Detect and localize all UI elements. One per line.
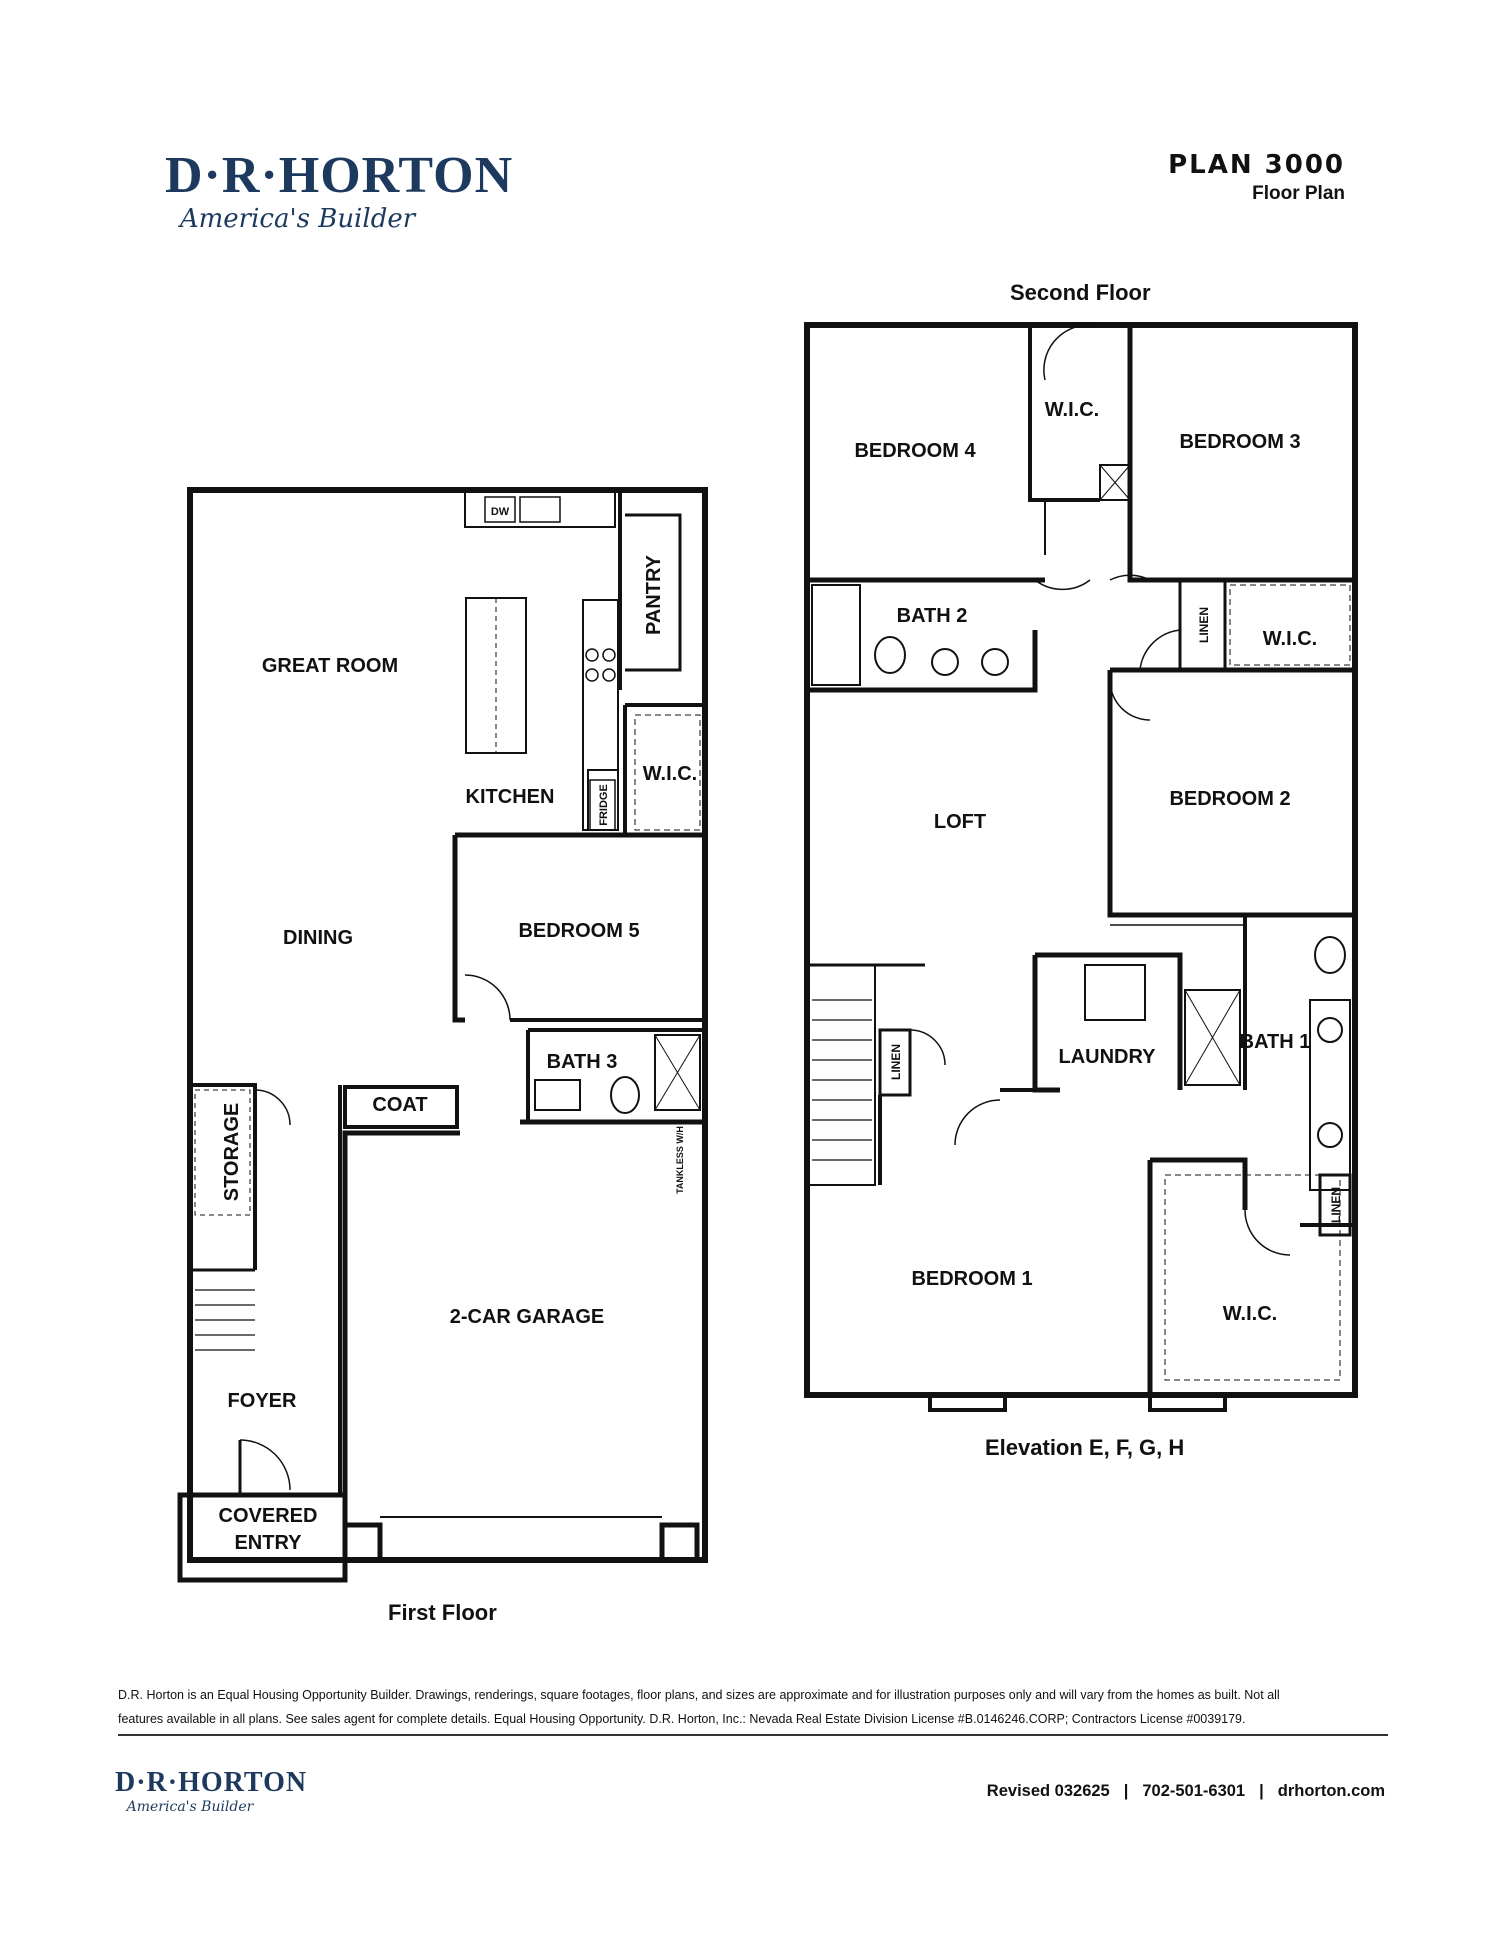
room-label-laundry: LAUNDRY <box>1058 1046 1156 1068</box>
footer-divider <box>118 1734 1388 1736</box>
brand-name: D·R·HORTON <box>165 147 514 204</box>
room-label-bath1: BATH 1 <box>1239 1031 1311 1053</box>
room-label-storage: STORAGE <box>221 1102 243 1202</box>
room-label-foyer: FOYER <box>227 1390 297 1412</box>
room-label-tankless: TANKLESS W/H <box>675 1126 685 1194</box>
footer-separator: | <box>1259 1782 1264 1800</box>
footer-brand-logo <box>115 1767 308 1816</box>
room-label-garage: 2-CAR GARAGE <box>449 1306 605 1328</box>
room-label-bedroom1: BEDROOM 1 <box>911 1268 1033 1290</box>
disclaimer-line-2: features available in all plans. See sales agent for complete details. Equal Housing Opportunity. D.R. Horton, Inc.: Nevada Real Estate Division License #B.0146246.CORP; Contractors License #0039179. <box>118 1712 1246 1726</box>
plan-title: PLAN 3000 <box>1168 150 1345 180</box>
room-label-wic-top: W.I.C. <box>1044 399 1100 421</box>
room-label-pantry: PANTRY <box>643 555 665 635</box>
room-label-bedroom5: BEDROOM 5 <box>518 920 640 942</box>
website-link[interactable]: drhorton.com <box>1277 1782 1385 1800</box>
footer-brand-name: D·R·HORTON <box>115 1767 308 1798</box>
phone-number: 702-501-6301 <box>1142 1782 1246 1800</box>
room-label-loft: LOFT <box>933 811 987 833</box>
second-floor-caption: Second Floor <box>1010 280 1151 305</box>
first-floor-caption: First Floor <box>388 1600 497 1625</box>
disclaimer-line-1: D.R. Horton is an Equal Housing Opportunity Builder. Drawings, renderings, square footages, floor plans, and sizes are approximate and for illustration purposes only and will vary from the homes as built. Not all <box>118 1688 1280 1702</box>
footer-contact <box>987 1782 1385 1801</box>
room-label-first-wic: W.I.C. <box>642 763 698 785</box>
plan-subtitle: Floor Plan <box>1252 183 1345 204</box>
room-label-wic-bed3: W.I.C. <box>1262 628 1318 650</box>
room-label-dw: DW <box>490 506 510 518</box>
room-label-bedroom3: BEDROOM 3 <box>1179 431 1301 453</box>
room-label-coat: COAT <box>372 1094 428 1116</box>
room-label-wic-bed1: W.I.C. <box>1222 1303 1278 1325</box>
legal-disclaimer <box>118 1683 1388 1731</box>
brand-tagline: America's Builder <box>179 204 416 234</box>
room-label-bedroom4: BEDROOM 4 <box>854 440 976 462</box>
room-label-linen-bath1: LINEN <box>1329 1187 1343 1223</box>
room-label-kitchen: KITCHEN <box>465 786 555 808</box>
room-label-linen-top: LINEN <box>1197 607 1211 643</box>
room-label-bath2: BATH 2 <box>896 605 968 627</box>
revised-date: Revised 032625 <box>986 1782 1110 1800</box>
room-label-great-room: GREAT ROOM <box>261 655 399 677</box>
footer-separator: | <box>1123 1782 1129 1800</box>
room-label-bedroom2: BEDROOM 2 <box>1169 788 1291 810</box>
second-floor-plan <box>807 325 1355 1410</box>
room-label-bath3: BATH 3 <box>546 1051 618 1073</box>
first-floor-plan <box>180 490 705 1580</box>
room-label-dining: DINING <box>283 927 353 949</box>
footer-brand-tagline: America's Builder <box>126 1799 254 1815</box>
room-label-covered-entry-2: ENTRY <box>234 1532 302 1554</box>
room-label-linen-stair: LINEN <box>889 1044 903 1080</box>
elevation-caption: Elevation E, F, G, H <box>985 1435 1185 1460</box>
room-label-fridge: FRIDGE <box>598 784 610 826</box>
room-label-covered-entry-1: COVERED <box>218 1505 318 1527</box>
